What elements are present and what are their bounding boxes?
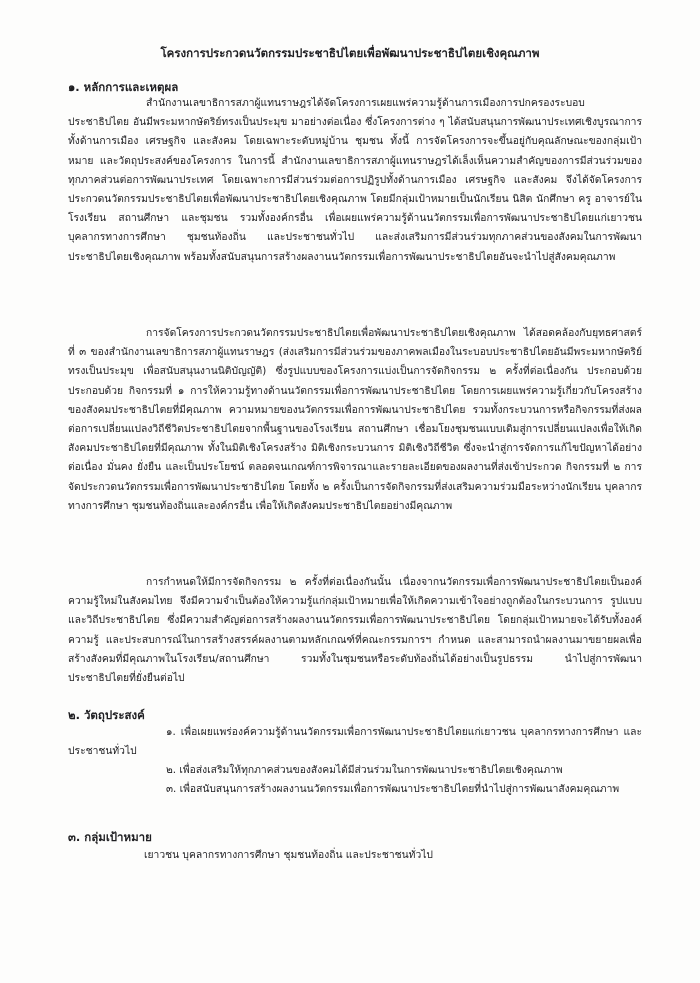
principles-paragraph-3: การกำหนดให้มีการจัดกิจกรรม ๒ ครั้งที่ต่อเนื่องกันนั้น เนื่องจากนวัตกรรมเพื่อการพัฒนาประชาธิปไตยเป็นองค์ความรู้ใหม่ในสังคมไทย จึงมีความจำเป็นต้องให้ความรู้แก่กลุ่มเป้าหมายเพื่อให้เกิดความเข้าใจอย่างถูกต้องในกระบวนการ รูปแบบ และวิถีประชาธิปไตย ซึ่งมีความสำคัญต่อการสร้างผลงานนวัตกรรมเพื่อการพัฒนาประชาธิปไตย โดยกลุ่มเป้าหมายจะได้รับทั้งองค์ความรู้ และประสบการณ์ในการสร้างสรรค์ผลงานตามหลักเกณฑ์ที่คณะกรรมการฯ กำหนด และสามารถนำผลงานมาขยายผลเพื่อสร้างสังคมที่มีคุณภาพในโรงเรียน/สถานศึกษา รวมทั้งในชุมชนหรือระดับท้องถิ่นได้อย่างเป็นรูปธรรม นำไปสู่การพัฒนาประชาธิปไตยที่ยั่งยืนต่อไป [68,576,642,685]
section-heading-principles: ๑. หลักการและเหตุผล [68,80,179,94]
principles-paragraph-1: สำนักงานเลขาธิการสภาผู้แทนราษฎรได้จัดโครงการเผยแพร่ความรู้ด้านการเมืองการปกครองระบอบประชาธิปไตย อันมีพระมหากษัตริย์ทรงเป็นประมุข มาอย่างต่อเนื่อง ซึ่งโครงการต่าง ๆ ได้สนับสนุนการพัฒนาประเทศเชิงบูรณาการทั้งด้านการเมือง เศรษฐกิจ และสังคม โดยเฉพาะระดับหมู่บ้าน ชุมชน ทั้งนี้ การจัดโครงการจะขึ้นอยู่กับคุณลักษณะของกลุ่มเป้าหมาย และวัตถุประสงค์ของโครงการ ในการนี้ สำนักงานเลขาธิการสภาผู้แทนราษฎรได้เล็งเห็นความสำคัญของการมีส่วนร่วมของทุกภาคส่วนต่อการพัฒนาประเทศ โดยเฉพาะการมีส่วนร่วมต่อการปฏิรูปทั้งด้านการเมือง เศรษฐกิจ และสังคม จึงได้จัดโครงการประกวดนวัตกรรมประชาธิปไตยเพื่อพัฒนาประชาธิปไตยเชิงคุณภาพ โดยมีกลุ่มเป้าหมายเป็นนักเรียน นิสิต นักศึกษา ครู อาจารย์ในโรงเรียน สถานศึกษา และชุมชน รวมทั้งองค์กรอื่น เพื่อเผยแพร่ความรู้ด้านนวัตกรรมเพื่อการพัฒนาประชาธิปไตยแก่เยาวชน บุคลากรทางการศึกษา ชุมชนท้องถิ่น และประชาชนทั่วไป และส่งเสริมการมีส่วนร่วมทุกภาคส่วนของสังคมในการพัฒนาประชาธิปไตยเชิงคุณภาพ พร้อมทั้งสนับสนุนการสร้างผลงานนวัตกรรมเพื่อการพัฒนาประชาธิปไตยอันจะนำไปสู่สังคมคุณภาพ [68,97,642,263]
principles-paragraph-2: การจัดโครงการประกวดนวัตกรรมประชาธิปไตยเพื่อพัฒนาประชาธิปไตยเชิงคุณภาพ ได้สอดคล้องกับยุทธศาสตร์ที่ ๓ ของสำนักงานเลขาธิการสภาผู้แทนราษฎร (ส่งเสริมการมีส่วนร่วมของภาคพลเมืองในระบอบประชาธิปไตยอันมีพระมหากษัตริย์ทรงเป็นประมุข เพื่อสนับสนุนงานนิติบัญญัติ) ซึ่งรูปแบบของโครงการแบ่งเป็นการจัดกิจกรรม ๒ ครั้งที่ต่อเนื่องกัน ประกอบด้วย ประกอบด้วย กิจกรรมที่ ๑ การให้ความรู้ทางด้านนวัตกรรมเพื่อการพัฒนาประชาธิปไตย โดยการเผยแพร่ความรู้เกี่ยวกับโครงสร้างของสังคมประชาธิปไตยที่มีคุณภาพ ความหมายของนวัตกรรมเพื่อการพัฒนาประชาธิปไตย รวมทั้งกระบวนการหรือกิจกรรมที่ส่งผลต่อการเปลี่ยนแปลงวิถีชีวิตประชาธิปไตยจากพื้นฐานของโรงเรียน สถานศึกษา เชื่อมโยงชุมชนแบบเดิมสู่การเปลี่ยนแปลงเพื่อให้เกิดสังคมประชาธิปไตยที่มีคุณภาพ ทั้งในมิติเชิงโครงสร้าง มิติเชิงกระบวนการ มิติเชิงวิถีชีวิต ซึ่งจะนำสู่การจัดการแก้ไขปัญหาได้อย่างต่อเนื่อง มั่นคง ยั่งยืน และเป็นประโยชน์ ตลอดจนเกณฑ์การพิจารณาและรายละเอียดของผลงานที่ส่งเข้าประกวด กิจกรรมที่ ๒ การจัดประกวดนวัตกรรมเพื่อการพัฒนาประชาธิปไตย โดยทั้ง ๒ ครั้งเป็นการจัดกิจกรรมที่ส่งเสริมความร่วมมือระหว่างนักเรียน บุคลากรทางการศึกษา ชุมชนท้องถิ่นและองค์กรอื่น เพื่อให้เกิดสังคมประชาธิปไตยอย่างมีคุณภาพ [68,327,642,512]
document-title: โครงการประกวดนวัตกรรมประชาธิปไตยเพื่อพัฒนาประชาธิปไตยเชิงคุณภาพ [160,46,540,60]
section-heading-target-group: ๓. กลุ่มเป้าหมาย [68,830,152,844]
objective-item-1: ๑. เพื่อเผยแพร่องค์ความรู้ด้านนวัตกรรมเพื่อการพัฒนาประชาธิปไตยแก่เยาวชน บุคลากรทางการศึกษา และประชาชนทั่วไป [68,726,642,758]
target-group-text: เยาวชน บุคลากรทางการศึกษา ชุมชนท้องถิ่น และประชาชนทั่วไป [144,849,433,861]
objective-item-3: ๓. เพื่อสนับสนุนการสร้างผลงานนวัตกรรมเพื่อการพัฒนาประชาธิปไตยที่นำไปสู่การพัฒนาสังคมคุณภาพ [166,783,620,795]
section-heading-objectives: ๒. วัตถุประสงค์ [68,708,145,722]
objective-item-2: ๒. เพื่อส่งเสริมให้ทุกภาคส่วนของสังคมได้มีส่วนร่วมในการพัฒนาประชาธิปไตยเชิงคุณภาพ [166,764,563,776]
